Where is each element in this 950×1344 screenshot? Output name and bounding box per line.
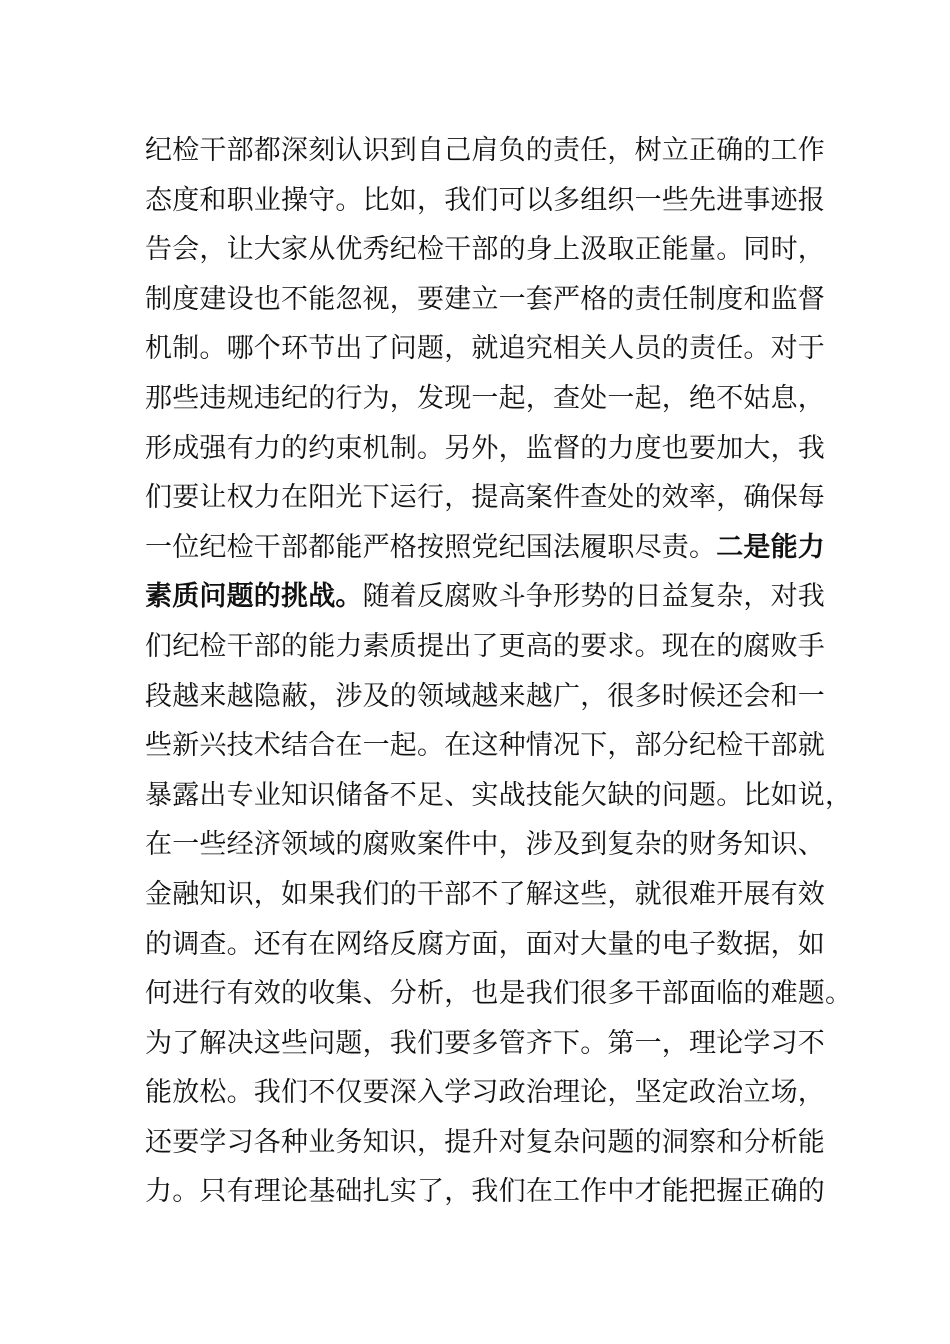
text-line: 力。只有理论基础扎实了，我们在工作中才能把握正确的 — [145, 1176, 825, 1208]
text-segment: 一位纪检干部都能严格按照党纪国法履职尽责。 — [145, 531, 717, 563]
text-line: 能放松。我们不仅要深入学习政治理论，坚定政治立场， — [145, 1077, 825, 1109]
text-line: 纪检干部都深刻认识到自己肩负的责任，树立正确的工作 — [145, 135, 825, 166]
body-text — [145, 126, 853, 1217]
text-line: 那些违规违纪的行为，发现一起，查处一起，绝不姑息， — [145, 382, 825, 414]
text-line: 们要让权力在阳光下运行，提高案件查处的效率，确保每 — [145, 482, 825, 514]
text-line: 些新兴技术结合在一起。在这种情况下，部分纪检干部就 — [145, 730, 825, 762]
text-line: 形成强有力的约束机制。另外，监督的力度也要加大，我 — [145, 432, 825, 464]
text-line: 段越来越隐蔽，涉及的领域越来越广，很多时候还会和一 — [145, 680, 825, 712]
bold-heading-segment: 素质问题的挑战。 — [145, 581, 363, 613]
text-line: 何进行有效的收集、分析，也是我们很多干部面临的难题。 — [145, 978, 853, 1010]
text-line: 金融知识，如果我们的干部不了解这些，就很难开展有效 — [145, 878, 825, 910]
bold-heading-segment: 二是能力 — [716, 531, 826, 563]
text-line: 暴露出专业知识储备不足、实战技能欠缺的问题。比如说， — [145, 779, 853, 811]
text-segment: 随着反腐败斗争形势的日益复杂，对我 — [362, 581, 826, 613]
text-line: 在一些经济领域的腐败案件中，涉及到复杂的财务知识、 — [145, 829, 825, 861]
text-line: 的调查。还有在网络反腐方面，面对大量的电子数据，如 — [145, 928, 825, 960]
text-line: 告会，让大家从优秀纪检干部的身上汲取正能量。同时， — [145, 234, 825, 266]
text-line — [145, 572, 825, 622]
text-line: 机制。哪个环节出了问题，就追究相关人员的责任。对于 — [145, 333, 825, 365]
text-line: 制度建设也不能忽视，要建立一套严格的责任制度和监督 — [145, 283, 825, 315]
text-line: 还要学习各种业务知识，提升对复杂问题的洞察和分析能 — [145, 1126, 825, 1158]
text-line: 态度和职业操守。比如，我们可以多组织一些先进事迹报 — [145, 184, 825, 216]
text-line — [145, 523, 825, 573]
text-line: 们纪检干部的能力素质提出了更高的要求。现在的腐败手 — [145, 630, 825, 662]
text-line: 为了解决这些问题，我们要多管齐下。第一，理论学习不 — [145, 1027, 825, 1059]
